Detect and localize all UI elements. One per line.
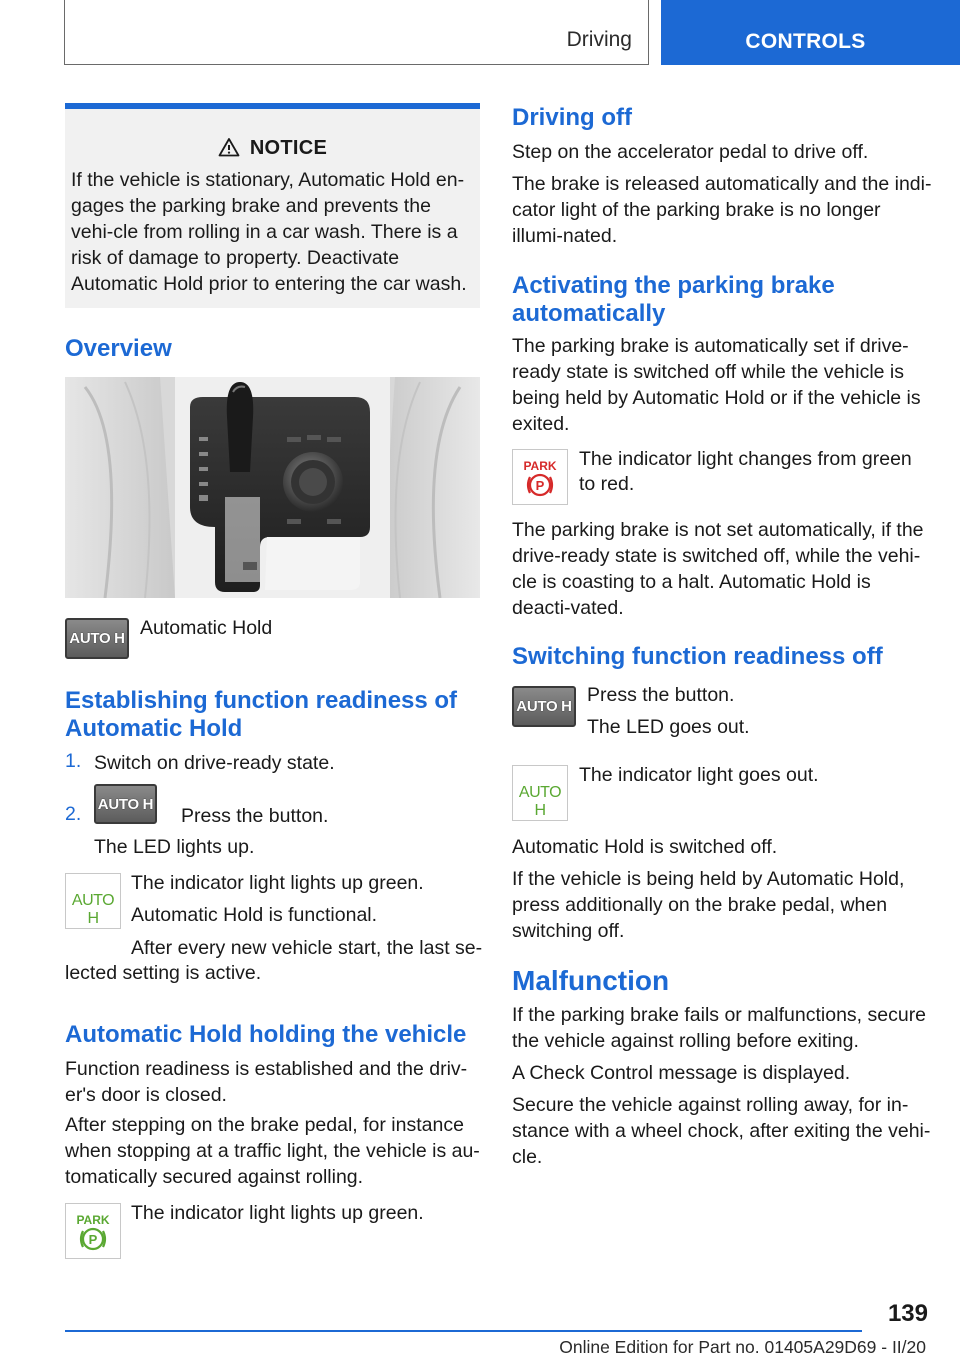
automatic-hold-caption: Automatic Hold: [140, 617, 273, 639]
switched-off-text: Automatic Hold is switched off.: [512, 836, 778, 858]
establishing-heading-line1: Establishing function readiness of: [65, 687, 458, 714]
header-chapter-title: CONTROLS: [745, 30, 866, 53]
activating-para-2: The parking brake is not set automatically, if the drive-ready state is switched off, while the vehi-cle is coasting to a halt. Automatic Hold is deacti-vated.: [512, 519, 924, 619]
overview-heading: Overview: [65, 335, 172, 362]
holding-para-1: Function readiness is established and the driv-er's door is closed.: [65, 1058, 468, 1106]
header-section-title: Driving: [566, 28, 632, 51]
establishing-heading-line2: Automatic Hold: [65, 715, 243, 742]
auto-h-button-icon: [94, 784, 157, 824]
footer-rule: [65, 1330, 862, 1332]
auto-h-indicator-icon: [512, 765, 568, 821]
last-setting-text-1: After every new vehicle start, the last se-: [131, 937, 483, 959]
park-p-symbol: P: [535, 478, 545, 493]
footer-edition: Online Edition for Part no. 01405A29D69 - II/20: [559, 1337, 926, 1357]
malfunction-heading: Malfunction: [512, 965, 670, 996]
auto-h-button-label: AUTO H: [69, 630, 125, 647]
indicator-goes-out-text: The indicator light goes out.: [579, 764, 819, 786]
indicator-green-text: The indicator light lights up green.: [131, 872, 424, 894]
warning-icon: [218, 137, 240, 157]
changes-green-red-text-1: The indicator light changes from green: [579, 448, 912, 470]
malfunction-para-2: A Check Control message is displayed.: [512, 1062, 851, 1084]
driving-off-para-1: Step on the accelerator pedal to drive off.: [512, 141, 869, 163]
auto-h-button-icon: [65, 618, 129, 659]
establishing-heading: [65, 687, 480, 743]
header-box: [64, 0, 649, 65]
notice-body: If the vehicle is stationary, Automatic Hold en-gages the parking brake and prevents the vehi-cle from rolling in a car wash. There is a risk of damage to property. Deactivate Automatic Hold prior to entering the car wash.: [71, 169, 467, 295]
activating-heading-line1: Activating the parking brake: [512, 272, 835, 299]
activating-heading: [512, 272, 932, 328]
holding-indicator-text: The indicator light lights up green.: [131, 1202, 424, 1224]
console-illustration: [65, 377, 480, 598]
notice-title: [65, 137, 480, 160]
led-goes-out-text: The LED goes out.: [587, 716, 750, 738]
step-2-number: 2.: [65, 803, 82, 825]
auto-h-indicator-label: AUTO H: [71, 892, 115, 927]
activating-para-1: The parking brake is automatically set if drive-ready state is switched off while the vehicle is being held by Automatic Hold or if the vehicle is exited.: [512, 335, 921, 435]
malfunction-para-3: Secure the vehicle against rolling away, for in-stance with a wheel chock, after exiting the vehi-cle.: [512, 1094, 931, 1168]
holding-para-2: After stepping on the brake pedal, for instance when stopping at a traffic light, the vehicle is au-tomatically secured against rolling.: [65, 1114, 480, 1188]
notice-title-text: NOTICE: [249, 137, 328, 159]
auto-h-button-label: AUTO H: [97, 795, 154, 813]
step-2-text: Press the button.: [181, 805, 329, 827]
park-label: PARK: [523, 459, 557, 473]
park-p-symbol: P: [88, 1232, 98, 1247]
led-lights-up-text: The LED lights up.: [94, 836, 255, 858]
press-button-text: Press the button.: [587, 684, 735, 706]
park-brake-symbol: [513, 450, 567, 504]
changes-green-red-text-2: to red.: [579, 473, 635, 495]
auto-h-indicator-icon: [65, 873, 121, 929]
header-chapter-tab: [661, 0, 960, 65]
park-brake-red-icon: [512, 449, 568, 505]
holding-heading: Automatic Hold holding the vehicle: [65, 1021, 467, 1048]
page-number: 139: [887, 1300, 928, 1327]
park-label: PARK: [76, 1213, 110, 1227]
functional-text: Automatic Hold is functional.: [131, 904, 378, 926]
switching-off-para-2: If the vehicle is being held by Automatic Hold, press additionally on the brake pedal, when switching off.: [512, 868, 905, 942]
park-brake-green-icon: [65, 1203, 121, 1259]
park-brake-symbol: [66, 1204, 120, 1258]
malfunction-para-1: If the parking brake fails or malfunctions, secure the vehicle against rolling before exiting.: [512, 1004, 927, 1052]
step-1-number: 1.: [65, 750, 82, 772]
auto-h-indicator-label: AUTO H: [518, 784, 562, 819]
last-setting-text-2: lected setting is active.: [65, 962, 262, 984]
driving-off-heading: Driving off: [512, 104, 632, 131]
console-photo: [65, 377, 480, 598]
notice-box: [65, 103, 480, 308]
auto-h-button-icon: [512, 686, 576, 727]
auto-h-button-label: AUTO H: [516, 698, 572, 715]
switching-off-heading: Switching function readiness off: [512, 643, 883, 670]
driving-off-para-2: The brake is released automatically and the indi-cator light of the parking brake is no longer illumi-nated.: [512, 173, 932, 247]
step-1-text: Switch on drive-ready state.: [94, 752, 335, 774]
activating-heading-line2: automatically: [512, 300, 666, 327]
